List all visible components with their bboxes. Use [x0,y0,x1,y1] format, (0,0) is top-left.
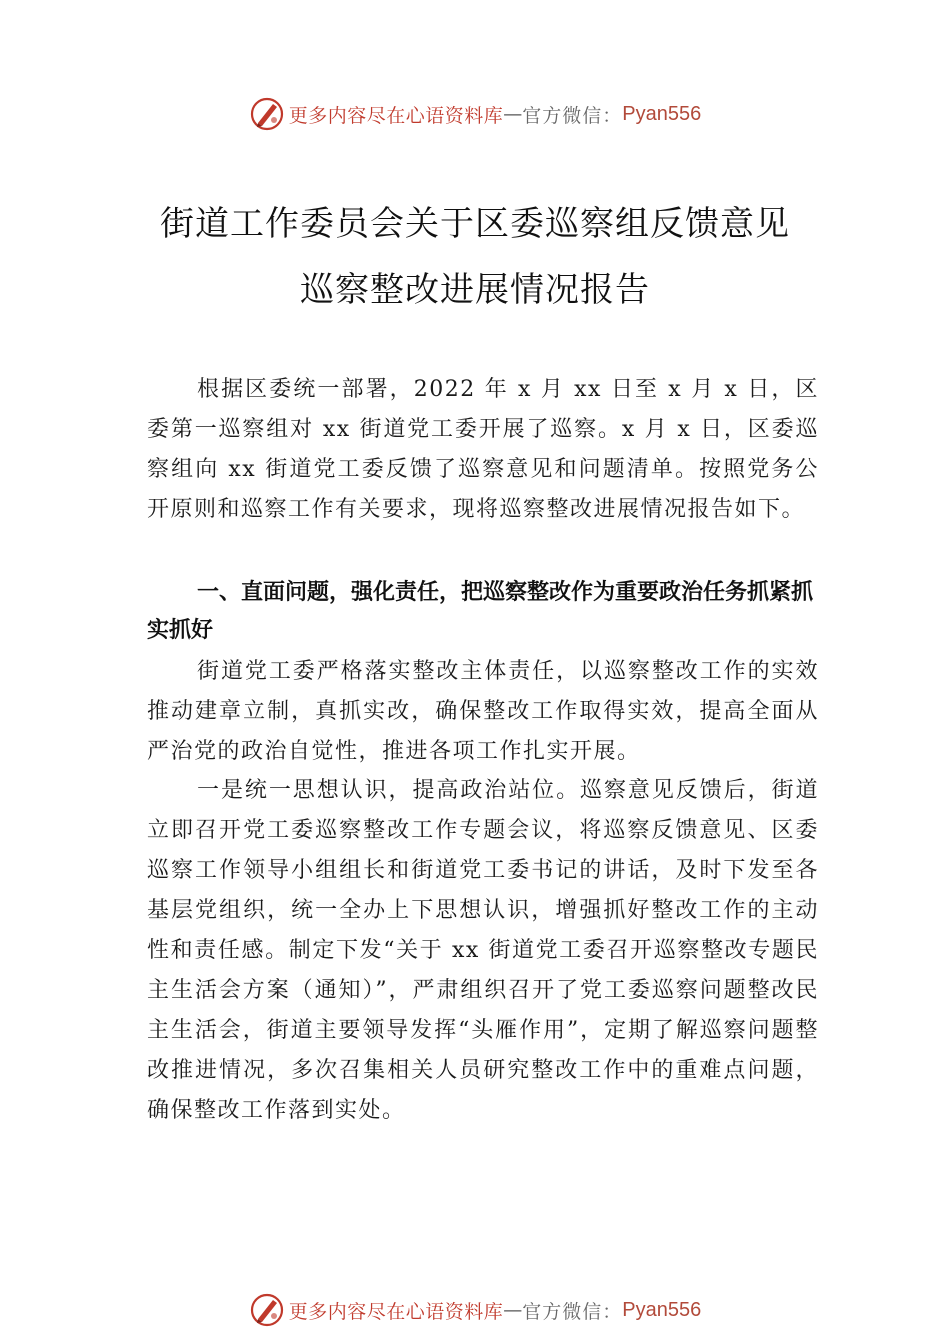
watermark-wechat-id: Pyan556 [622,1298,702,1321]
pen-logo-icon [249,1292,285,1328]
section1-paragraph2: 一是统一思想认识，提高政治站位。巡察意见反馈后，街道立即召开党工委巡察整改工作专题会议，将巡察反馈意见、区委巡察工作领导小组组长和街道党工委书记的讲话，及时下发至各基层党组织，统一全办上下思想认识，增强抓好整改工作的主动性和责任感。制定下发“关于 xx 街道党工委召开巡察整改专题民主生活会方案（通知）”，严肃组织召开了党工委巡察问题整改民主生活会，街道主要领导发挥“头雁作用”，定期了解巡察问题整改推进情况，多次召集相关人员研究整改工作中的重难点问题，确保整改工作落到实处。 [147,778,819,1123]
footer-watermark [0,1290,950,1330]
watermark-wechat-id: Pyan556 [622,102,702,125]
pen-logo-icon [249,96,285,132]
section1-heading: 一、直面问题，强化责任，把巡察整改作为重要政治任务抓紧抓实抓好 [147,580,814,643]
section1-paragraph1: 街道党工委严格落实整改主体责任，以巡察整改工作的实效推动建章立制，真抓实改，确保整改工作取得实效，提高全面从严治党的政治自觉性，推进各项工作扎实开展。 [147,659,819,764]
watermark-brand-text: 更多内容尽在心语资料库 [288,104,504,127]
watermark-label: 官方微信： [522,104,623,127]
intro-paragraph: 根据区委统一部署，2022 年 x 月 xx 日至 x 月 x 日，区委第一巡察组对 xx 街道党工委开展了巡察。x 月 x 日，区委巡察组向 xx 街道党工委反馈了巡察意见和问题清单。按照党务公开原则和巡察工作有关要求，现将巡察整改进展情况报告如下。 [147,377,819,522]
header-watermark [0,94,950,134]
watermark-label: 官方微信： [522,1300,623,1323]
watermark-brand-text: 更多内容尽在心语资料库 [288,1300,504,1323]
document-title-line2: 巡察整改进展情况报告 [300,270,650,310]
watermark-separator: — [503,1299,523,1321]
watermark-separator: — [503,103,523,125]
document-title-line1: 街道工作委员会关于区委巡察组反馈意见 [160,204,790,244]
